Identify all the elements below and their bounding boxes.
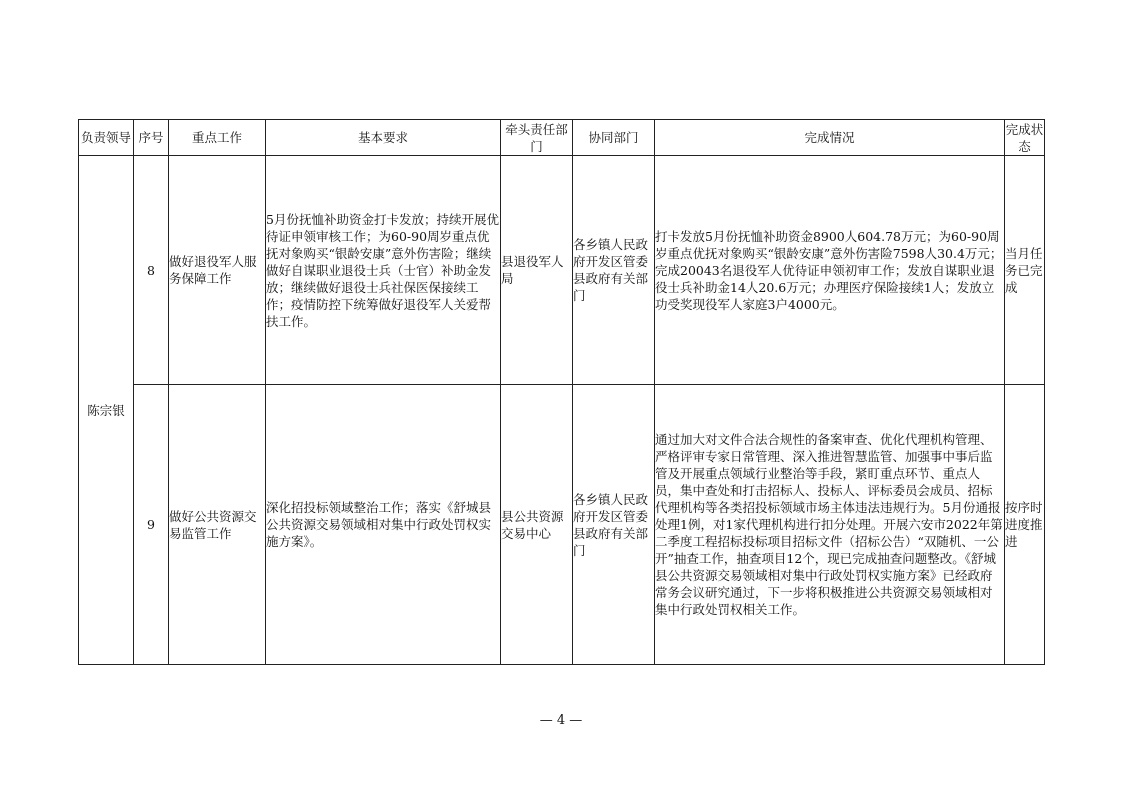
work-table bbox=[78, 119, 1045, 665]
row-progress: 打卡发放5月份抚恤补助资金8900人604.78万元；为60-90周岁重点优抚对象购买“银龄安康”意外伤害险7598人30.4万元；完成20043名退役军人优待证申领初审工作；发放自谋职业退役士兵补助金14人20.6万元；办理医疗保险接续1人；发放立功受奖现役军人家庭3户4000元。 bbox=[655, 156, 1005, 385]
header-task: 重点工作 bbox=[169, 120, 266, 156]
row-coop-dept: 各乡镇人民政府开发区管委县政府有关部门 bbox=[573, 385, 655, 665]
header-progress: 完成情况 bbox=[655, 120, 1005, 156]
page-number: — 4 — bbox=[539, 713, 583, 728]
table-row bbox=[79, 156, 1045, 385]
header-lead-dept: 牵头责任部门 bbox=[501, 120, 573, 156]
row-requirement: 5月份抚恤补助资金打卡发放；持续开展优待证申领审核工作；为60-90周岁重点优抚对象购买“银龄安康”意外伤害险；继续做好自谋职业退役士兵（士官）补助金发放；继续做好退役士兵社保医保接续工作；疫情防控下统筹做好退役军人关爱帮扶工作。 bbox=[266, 156, 501, 385]
row-requirement: 深化招投标领域整治工作；落实《舒城县公共资源交易领域相对集中行政处罚权实施方案》。 bbox=[266, 385, 501, 665]
row-no: 8 bbox=[134, 156, 169, 385]
header-no: 序号 bbox=[134, 120, 169, 156]
row-task: 做好公共资源交易监管工作 bbox=[169, 385, 266, 665]
row-task: 做好退役军人服务保障工作 bbox=[169, 156, 266, 385]
row-status: 按序时进度推进 bbox=[1005, 385, 1045, 665]
row-no: 9 bbox=[134, 385, 169, 665]
header-row bbox=[79, 120, 1045, 156]
row-lead-dept: 县退役军人局 bbox=[501, 156, 573, 385]
table-row bbox=[79, 385, 1045, 665]
header-status: 完成状态 bbox=[1005, 121, 1044, 154]
header-requirement: 基本要求 bbox=[266, 120, 501, 156]
row-status: 当月任务已完成 bbox=[1005, 156, 1045, 385]
row-lead-dept: 县公共资源交易中心 bbox=[501, 385, 573, 665]
header-coop-dept: 协同部门 bbox=[573, 120, 655, 156]
row-progress: 通过加大对文件合法合规性的备案审查、优化代理机构管理、严格评审专家日常管理、深入推进智慧监管、加强事中事后监管及开展重点领域行业整治等手段，紧盯重点环节、重点人员，集中查处和打击招标人、投标人、评标委员会成员、招标代理机构等各类招投标领域市场主体违法违规行为。5月份通报处理1例，对1家代理机构进行扣分处理。开展六安市2022年第二季度工程招标投标项目招标文件（招标公告）“双随机、一公开”抽查工作，抽查项目12个，现已完成抽查问题整改。《舒城县公共资源交易领域相对集中行政处罚权实施方案》已经政府常务会议研究通过，下一步将积极推进公共资源交易领域相对集中行政处罚权相关工作。 bbox=[655, 385, 1005, 665]
header-leader: 负责领导 bbox=[79, 120, 134, 156]
row-coop-dept: 各乡镇人民政府开发区管委县政府有关部门 bbox=[573, 156, 655, 385]
leader-cell: 陈宗银 bbox=[79, 156, 134, 665]
